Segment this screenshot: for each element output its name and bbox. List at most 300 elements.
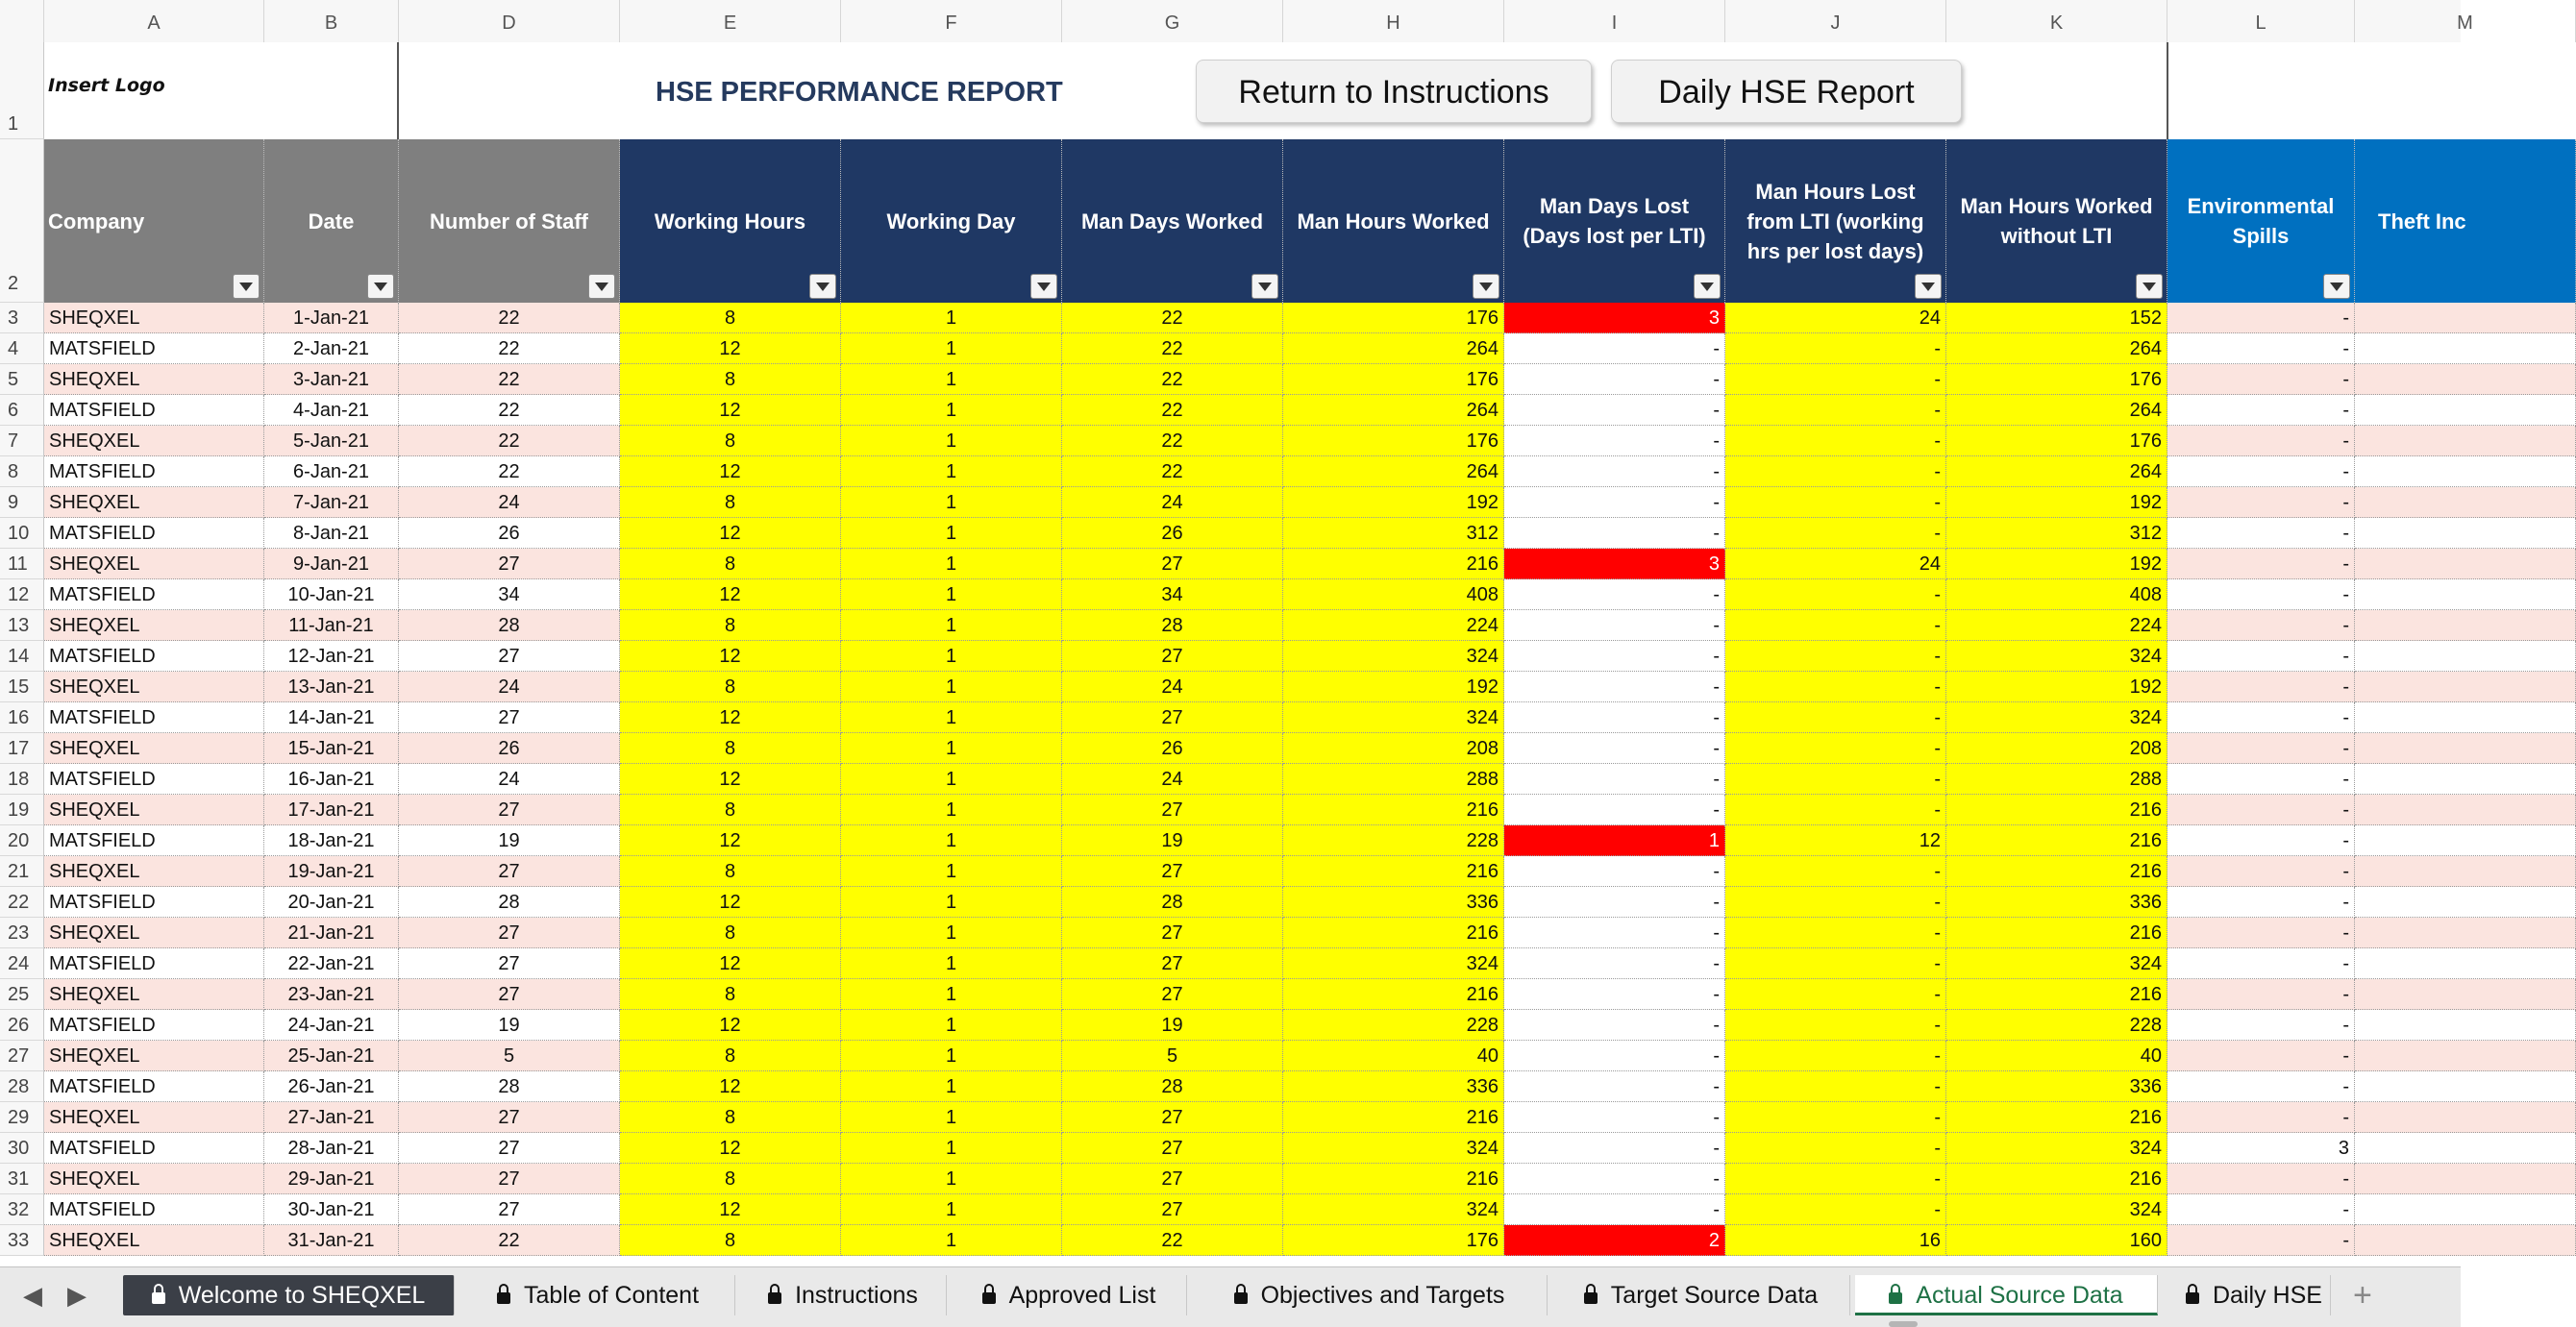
cell-env-spills[interactable]: - [2167, 1225, 2355, 1256]
cell-working-day[interactable]: 1 [841, 303, 1062, 333]
cell-working-day[interactable]: 1 [841, 426, 1062, 456]
filter-dropdown-icon[interactable] [367, 274, 394, 299]
cell-man-days-worked[interactable]: 28 [1062, 887, 1283, 918]
cell-staff[interactable]: 24 [399, 672, 620, 702]
cell-theft[interactable] [2355, 702, 2576, 733]
cell-man-hours-lost[interactable]: 24 [1725, 549, 1946, 579]
cell-working-hours[interactable]: 12 [620, 1010, 841, 1041]
cell-man-days-worked[interactable]: 19 [1062, 825, 1283, 856]
cell-man-days-lost[interactable]: - [1504, 364, 1725, 395]
row-number-2[interactable]: 2 [0, 139, 44, 303]
tab-scrollbar[interactable] [1889, 1321, 1918, 1327]
cell-man-days-lost[interactable]: - [1504, 395, 1725, 426]
cell-working-hours[interactable]: 12 [620, 579, 841, 610]
cell-man-hours-worked[interactable]: 228 [1283, 1010, 1504, 1041]
cell-working-day[interactable]: 1 [841, 641, 1062, 672]
cell-theft[interactable] [2355, 733, 2576, 764]
row-number[interactable]: 24 [0, 948, 44, 979]
cell-env-spills[interactable]: - [2167, 303, 2355, 333]
cell-staff[interactable]: 26 [399, 518, 620, 549]
cell-man-days-worked[interactable]: 28 [1062, 1071, 1283, 1102]
cell-theft[interactable] [2355, 549, 2576, 579]
cell-company[interactable]: SHEQXEL [44, 672, 264, 702]
cell-man-days-lost[interactable]: - [1504, 641, 1725, 672]
cell-company[interactable]: MATSFIELD [44, 641, 264, 672]
cell-theft[interactable] [2355, 364, 2576, 395]
cell-man-days-worked[interactable]: 22 [1062, 1225, 1283, 1256]
cell-man-hours-worked[interactable]: 224 [1283, 610, 1504, 641]
cell-man-days-worked[interactable]: 27 [1062, 1133, 1283, 1164]
cell-env-spills[interactable]: - [2167, 426, 2355, 456]
tab-target-source-data[interactable] [1552, 1275, 1850, 1315]
cell-staff[interactable]: 27 [399, 979, 620, 1010]
cell-env-spills[interactable]: - [2167, 610, 2355, 641]
cell-date[interactable]: 3-Jan-21 [264, 364, 399, 395]
cell-company[interactable]: MATSFIELD [44, 1133, 264, 1164]
cell-man-days-lost[interactable]: - [1504, 1194, 1725, 1225]
cell-env-spills[interactable]: - [2167, 918, 2355, 948]
cell-env-spills[interactable]: - [2167, 825, 2355, 856]
cell-env-spills[interactable]: - [2167, 579, 2355, 610]
cell-company[interactable]: MATSFIELD [44, 333, 264, 364]
row-number[interactable]: 3 [0, 303, 44, 333]
cell-company[interactable]: SHEQXEL [44, 733, 264, 764]
cell-man-days-worked[interactable]: 27 [1062, 918, 1283, 948]
cell-man-days-lost[interactable]: - [1504, 764, 1725, 795]
cell-man-days-lost[interactable]: - [1504, 702, 1725, 733]
cell-man-hours-without-lti[interactable]: 264 [1946, 456, 2167, 487]
cell-date[interactable]: 21-Jan-21 [264, 918, 399, 948]
cell-man-hours-lost[interactable]: 16 [1725, 1225, 1946, 1256]
cell-man-hours-lost[interactable]: 12 [1725, 825, 1946, 856]
cell-man-hours-worked[interactable]: 408 [1283, 579, 1504, 610]
cell-man-hours-lost[interactable]: - [1725, 426, 1946, 456]
cell-company[interactable]: MATSFIELD [44, 395, 264, 426]
cell-man-days-lost[interactable]: - [1504, 918, 1725, 948]
cell-date[interactable]: 5-Jan-21 [264, 426, 399, 456]
cell-theft[interactable] [2355, 1164, 2576, 1194]
cell-staff[interactable]: 28 [399, 887, 620, 918]
cell-man-days-worked[interactable]: 24 [1062, 487, 1283, 518]
cell-man-days-worked[interactable]: 22 [1062, 303, 1283, 333]
cell-staff[interactable]: 27 [399, 549, 620, 579]
add-sheet-icon[interactable]: + [2353, 1277, 2372, 1314]
column-header-j[interactable]: J [1725, 0, 1946, 42]
cell-env-spills[interactable]: - [2167, 641, 2355, 672]
cell-theft[interactable] [2355, 333, 2576, 364]
cell-working-hours[interactable]: 12 [620, 456, 841, 487]
cell-env-spills[interactable]: - [2167, 702, 2355, 733]
cell-man-hours-without-lti[interactable]: 324 [1946, 1133, 2167, 1164]
cell-company[interactable]: SHEQXEL [44, 1164, 264, 1194]
cell-date[interactable]: 16-Jan-21 [264, 764, 399, 795]
cell-man-hours-without-lti[interactable]: 264 [1946, 395, 2167, 426]
cell-man-days-worked[interactable]: 27 [1062, 549, 1283, 579]
cell-working-day[interactable]: 1 [841, 364, 1062, 395]
cell-working-hours[interactable]: 12 [620, 518, 841, 549]
cell-working-day[interactable]: 1 [841, 672, 1062, 702]
cell-theft[interactable] [2355, 795, 2576, 825]
cell-man-hours-without-lti[interactable]: 216 [1946, 1164, 2167, 1194]
cell-man-hours-without-lti[interactable]: 264 [1946, 333, 2167, 364]
cell-man-hours-without-lti[interactable]: 228 [1946, 1010, 2167, 1041]
cell-env-spills[interactable]: - [2167, 456, 2355, 487]
cell-man-hours-lost[interactable]: - [1725, 764, 1946, 795]
cell-working-day[interactable]: 1 [841, 549, 1062, 579]
cell-env-spills[interactable]: - [2167, 395, 2355, 426]
cell-man-hours-without-lti[interactable]: 288 [1946, 764, 2167, 795]
cell-man-hours-worked[interactable]: 216 [1283, 549, 1504, 579]
cell-env-spills[interactable]: - [2167, 549, 2355, 579]
cell-company[interactable]: MATSFIELD [44, 887, 264, 918]
cell-theft[interactable] [2355, 918, 2576, 948]
cell-company[interactable]: SHEQXEL [44, 1225, 264, 1256]
cell-working-day[interactable]: 1 [841, 733, 1062, 764]
cell-staff[interactable]: 27 [399, 1133, 620, 1164]
cell-theft[interactable] [2355, 641, 2576, 672]
cell-man-days-lost[interactable]: - [1504, 487, 1725, 518]
cell-man-hours-lost[interactable]: - [1725, 795, 1946, 825]
filter-dropdown-icon[interactable] [1030, 274, 1057, 299]
cell-man-hours-worked[interactable]: 324 [1283, 1133, 1504, 1164]
cell-man-days-lost[interactable]: - [1504, 333, 1725, 364]
row-number[interactable]: 21 [0, 856, 44, 887]
cell-man-hours-without-lti[interactable]: 224 [1946, 610, 2167, 641]
cell-theft[interactable] [2355, 1194, 2576, 1225]
filter-dropdown-icon[interactable] [233, 274, 260, 299]
tab-objectives-and-targets[interactable] [1192, 1275, 1548, 1315]
cell-man-days-worked[interactable]: 22 [1062, 395, 1283, 426]
filter-dropdown-icon[interactable] [809, 274, 836, 299]
row-number[interactable]: 5 [0, 364, 44, 395]
cell-company[interactable]: MATSFIELD [44, 1194, 264, 1225]
row-number-1[interactable]: 1 [0, 42, 44, 139]
cell-company[interactable]: MATSFIELD [44, 1010, 264, 1041]
cell-theft[interactable] [2355, 1225, 2576, 1256]
cell-man-hours-worked[interactable]: 264 [1283, 333, 1504, 364]
cell-man-hours-lost[interactable]: - [1725, 518, 1946, 549]
cell-man-hours-worked[interactable]: 176 [1283, 1225, 1504, 1256]
cell-env-spills[interactable]: - [2167, 979, 2355, 1010]
cell-man-days-worked[interactable]: 27 [1062, 948, 1283, 979]
cell-man-hours-without-lti[interactable]: 216 [1946, 1102, 2167, 1133]
cell-man-hours-lost[interactable]: - [1725, 1102, 1946, 1133]
column-header-a[interactable]: A [44, 0, 264, 42]
cell-date[interactable]: 4-Jan-21 [264, 395, 399, 426]
cell-env-spills[interactable]: - [2167, 1164, 2355, 1194]
cell-working-hours[interactable]: 8 [620, 487, 841, 518]
cell-staff[interactable]: 27 [399, 918, 620, 948]
cell-working-hours[interactable]: 8 [620, 856, 841, 887]
cell-working-hours[interactable]: 12 [620, 1071, 841, 1102]
cell-staff[interactable]: 24 [399, 764, 620, 795]
cell-staff[interactable]: 22 [399, 426, 620, 456]
cell-staff[interactable]: 27 [399, 1164, 620, 1194]
cell-man-days-worked[interactable]: 5 [1062, 1041, 1283, 1071]
cell-working-day[interactable]: 1 [841, 887, 1062, 918]
cell-env-spills[interactable]: - [2167, 364, 2355, 395]
cell-man-hours-lost[interactable]: - [1725, 1010, 1946, 1041]
cell-theft[interactable] [2355, 579, 2576, 610]
cell-man-hours-worked[interactable]: 176 [1283, 426, 1504, 456]
cell-working-day[interactable]: 1 [841, 1194, 1062, 1225]
cell-date[interactable]: 18-Jan-21 [264, 825, 399, 856]
cell-man-days-worked[interactable]: 27 [1062, 979, 1283, 1010]
cell-theft[interactable] [2355, 825, 2576, 856]
cell-staff[interactable]: 22 [399, 1225, 620, 1256]
cell-man-hours-without-lti[interactable]: 324 [1946, 702, 2167, 733]
column-header-h[interactable]: H [1283, 0, 1504, 42]
cell-man-days-worked[interactable]: 22 [1062, 364, 1283, 395]
filter-dropdown-icon[interactable] [2136, 274, 2163, 299]
cell-man-hours-worked[interactable]: 324 [1283, 948, 1504, 979]
cell-working-hours[interactable]: 8 [620, 672, 841, 702]
row-number[interactable]: 8 [0, 456, 44, 487]
cell-man-days-worked[interactable]: 26 [1062, 518, 1283, 549]
cell-working-hours[interactable]: 12 [620, 1133, 841, 1164]
cell-working-hours[interactable]: 12 [620, 395, 841, 426]
cell-env-spills[interactable]: - [2167, 764, 2355, 795]
cell-staff[interactable]: 27 [399, 702, 620, 733]
cell-man-hours-lost[interactable]: - [1725, 733, 1946, 764]
column-header-d[interactable]: D [399, 0, 620, 42]
cell-man-hours-without-lti[interactable]: 336 [1946, 1071, 2167, 1102]
cell-man-hours-worked[interactable]: 208 [1283, 733, 1504, 764]
cell-env-spills[interactable]: - [2167, 518, 2355, 549]
row-number[interactable]: 23 [0, 918, 44, 948]
cell-date[interactable]: 2-Jan-21 [264, 333, 399, 364]
row-number[interactable]: 25 [0, 979, 44, 1010]
cell-working-hours[interactable]: 8 [620, 426, 841, 456]
cell-man-hours-worked[interactable]: 40 [1283, 1041, 1504, 1071]
cell-env-spills[interactable]: - [2167, 487, 2355, 518]
cell-company[interactable]: MATSFIELD [44, 702, 264, 733]
cell-man-hours-worked[interactable]: 192 [1283, 487, 1504, 518]
cell-man-hours-lost[interactable]: - [1725, 579, 1946, 610]
cell-working-day[interactable]: 1 [841, 1071, 1062, 1102]
row-number[interactable]: 7 [0, 426, 44, 456]
cell-date[interactable]: 7-Jan-21 [264, 487, 399, 518]
row-number[interactable]: 19 [0, 795, 44, 825]
cell-man-hours-lost[interactable]: - [1725, 1133, 1946, 1164]
cell-working-day[interactable]: 1 [841, 764, 1062, 795]
row-number[interactable]: 26 [0, 1010, 44, 1041]
cell-working-day[interactable]: 1 [841, 579, 1062, 610]
cell-man-hours-without-lti[interactable]: 216 [1946, 795, 2167, 825]
column-header-b[interactable]: B [264, 0, 399, 42]
cell-working-day[interactable]: 1 [841, 518, 1062, 549]
cell-theft[interactable] [2355, 856, 2576, 887]
cell-man-hours-lost[interactable]: - [1725, 333, 1946, 364]
row-number[interactable]: 30 [0, 1133, 44, 1164]
cell-working-day[interactable]: 1 [841, 825, 1062, 856]
cell-date[interactable]: 12-Jan-21 [264, 641, 399, 672]
filter-dropdown-icon[interactable] [1694, 274, 1721, 299]
cell-env-spills[interactable]: - [2167, 795, 2355, 825]
cell-man-days-worked[interactable]: 22 [1062, 333, 1283, 364]
cell-env-spills[interactable]: 3 [2167, 1133, 2355, 1164]
cell-man-days-worked[interactable]: 34 [1062, 579, 1283, 610]
cell-man-hours-lost[interactable]: - [1725, 1071, 1946, 1102]
row-number[interactable]: 15 [0, 672, 44, 702]
cell-man-hours-without-lti[interactable]: 208 [1946, 733, 2167, 764]
cell-date[interactable]: 24-Jan-21 [264, 1010, 399, 1041]
cell-theft[interactable] [2355, 1133, 2576, 1164]
cell-man-days-lost[interactable]: - [1504, 887, 1725, 918]
row-number[interactable]: 20 [0, 825, 44, 856]
cell-staff[interactable]: 19 [399, 1010, 620, 1041]
cell-date[interactable]: 13-Jan-21 [264, 672, 399, 702]
row-number[interactable]: 16 [0, 702, 44, 733]
cell-man-days-lost[interactable]: - [1504, 856, 1725, 887]
row-number[interactable]: 27 [0, 1041, 44, 1071]
cell-working-day[interactable]: 1 [841, 1041, 1062, 1071]
cell-man-hours-worked[interactable]: 324 [1283, 641, 1504, 672]
cell-man-hours-worked[interactable]: 336 [1283, 887, 1504, 918]
cell-man-days-worked[interactable]: 27 [1062, 641, 1283, 672]
cell-man-days-lost[interactable]: 2 [1504, 1225, 1725, 1256]
cell-man-days-worked[interactable]: 27 [1062, 702, 1283, 733]
cell-man-hours-worked[interactable]: 192 [1283, 672, 1504, 702]
cell-staff[interactable]: 34 [399, 579, 620, 610]
cell-working-hours[interactable]: 12 [620, 333, 841, 364]
row-number[interactable]: 10 [0, 518, 44, 549]
cell-working-hours[interactable]: 8 [620, 549, 841, 579]
cell-man-hours-without-lti[interactable]: 324 [1946, 641, 2167, 672]
cell-company[interactable]: SHEQXEL [44, 487, 264, 518]
cell-man-days-lost[interactable]: - [1504, 610, 1725, 641]
cell-working-day[interactable]: 1 [841, 795, 1062, 825]
cell-theft[interactable] [2355, 672, 2576, 702]
cell-company[interactable]: MATSFIELD [44, 1071, 264, 1102]
cell-man-days-worked[interactable]: 28 [1062, 610, 1283, 641]
cell-company[interactable]: MATSFIELD [44, 948, 264, 979]
row-number[interactable]: 29 [0, 1102, 44, 1133]
cell-company[interactable]: MATSFIELD [44, 518, 264, 549]
cell-theft[interactable] [2355, 887, 2576, 918]
cell-man-hours-lost[interactable]: 24 [1725, 303, 1946, 333]
filter-dropdown-icon[interactable] [2323, 274, 2350, 299]
column-header-e[interactable]: E [620, 0, 841, 42]
cell-man-hours-lost[interactable]: - [1725, 487, 1946, 518]
cell-man-hours-lost[interactable]: - [1725, 672, 1946, 702]
cell-date[interactable]: 28-Jan-21 [264, 1133, 399, 1164]
cell-man-hours-worked[interactable]: 264 [1283, 456, 1504, 487]
cell-man-hours-lost[interactable]: - [1725, 1194, 1946, 1225]
cell-staff[interactable]: 27 [399, 795, 620, 825]
cell-date[interactable]: 26-Jan-21 [264, 1071, 399, 1102]
cell-working-day[interactable]: 1 [841, 610, 1062, 641]
cell-company[interactable]: SHEQXEL [44, 426, 264, 456]
cell-working-hours[interactable]: 8 [620, 733, 841, 764]
cell-working-hours[interactable]: 8 [620, 1041, 841, 1071]
cell-man-hours-without-lti[interactable]: 216 [1946, 918, 2167, 948]
row-number[interactable]: 4 [0, 333, 44, 364]
cell-staff[interactable]: 22 [399, 333, 620, 364]
row-number[interactable]: 9 [0, 487, 44, 518]
cell-working-hours[interactable]: 12 [620, 702, 841, 733]
cell-man-hours-worked[interactable]: 288 [1283, 764, 1504, 795]
row-number[interactable]: 28 [0, 1071, 44, 1102]
cell-staff[interactable]: 19 [399, 825, 620, 856]
cell-man-hours-worked[interactable]: 312 [1283, 518, 1504, 549]
column-header-i[interactable]: I [1504, 0, 1725, 42]
cell-working-hours[interactable]: 8 [620, 1164, 841, 1194]
cell-man-days-worked[interactable]: 26 [1062, 733, 1283, 764]
cell-date[interactable]: 11-Jan-21 [264, 610, 399, 641]
cell-date[interactable]: 31-Jan-21 [264, 1225, 399, 1256]
cell-man-hours-without-lti[interactable]: 176 [1946, 426, 2167, 456]
cell-env-spills[interactable]: - [2167, 1102, 2355, 1133]
cell-company[interactable]: MATSFIELD [44, 579, 264, 610]
cell-man-hours-worked[interactable]: 216 [1283, 1164, 1504, 1194]
cell-man-hours-lost[interactable]: - [1725, 1041, 1946, 1071]
cell-staff[interactable]: 22 [399, 456, 620, 487]
cell-working-day[interactable]: 1 [841, 1225, 1062, 1256]
cell-working-day[interactable]: 1 [841, 918, 1062, 948]
cell-man-hours-lost[interactable]: - [1725, 364, 1946, 395]
cell-company[interactable]: SHEQXEL [44, 364, 264, 395]
cell-man-hours-lost[interactable]: - [1725, 887, 1946, 918]
cell-working-hours[interactable]: 8 [620, 303, 841, 333]
cell-man-days-lost[interactable]: - [1504, 1133, 1725, 1164]
cell-env-spills[interactable]: - [2167, 1041, 2355, 1071]
cell-staff[interactable]: 28 [399, 1071, 620, 1102]
cell-theft[interactable] [2355, 487, 2576, 518]
cell-company[interactable]: SHEQXEL [44, 610, 264, 641]
cell-man-days-worked[interactable]: 27 [1062, 795, 1283, 825]
row-number[interactable]: 6 [0, 395, 44, 426]
column-header-l[interactable]: L [2167, 0, 2355, 42]
cell-working-day[interactable]: 1 [841, 948, 1062, 979]
row-number[interactable]: 12 [0, 579, 44, 610]
cell-man-hours-without-lti[interactable]: 324 [1946, 1194, 2167, 1225]
cell-company[interactable]: SHEQXEL [44, 1041, 264, 1071]
cell-company[interactable]: SHEQXEL [44, 549, 264, 579]
cell-man-hours-without-lti[interactable]: 192 [1946, 672, 2167, 702]
cell-man-hours-without-lti[interactable]: 216 [1946, 979, 2167, 1010]
cell-working-day[interactable]: 1 [841, 333, 1062, 364]
cell-date[interactable]: 25-Jan-21 [264, 1041, 399, 1071]
cell-man-hours-worked[interactable]: 228 [1283, 825, 1504, 856]
cell-date[interactable]: 15-Jan-21 [264, 733, 399, 764]
cell-company[interactable]: SHEQXEL [44, 303, 264, 333]
cell-man-hours-lost[interactable]: - [1725, 702, 1946, 733]
tab-actual-source-data[interactable] [1855, 1275, 2158, 1315]
cell-staff[interactable]: 27 [399, 856, 620, 887]
cell-staff[interactable]: 27 [399, 1194, 620, 1225]
cell-man-hours-without-lti[interactable]: 192 [1946, 549, 2167, 579]
cell-man-days-lost[interactable]: - [1504, 1102, 1725, 1133]
row-number[interactable]: 22 [0, 887, 44, 918]
cell-man-hours-lost[interactable]: - [1725, 610, 1946, 641]
cell-working-hours[interactable]: 8 [620, 610, 841, 641]
cell-env-spills[interactable]: - [2167, 887, 2355, 918]
cell-man-hours-worked[interactable]: 216 [1283, 918, 1504, 948]
return-to-instructions-button[interactable]: Return to Instructions [1196, 60, 1592, 123]
cell-man-hours-worked[interactable]: 176 [1283, 303, 1504, 333]
cell-staff[interactable]: 5 [399, 1041, 620, 1071]
row-number[interactable]: 32 [0, 1194, 44, 1225]
cell-company[interactable]: MATSFIELD [44, 825, 264, 856]
cell-working-hours[interactable]: 8 [620, 979, 841, 1010]
cell-company[interactable]: SHEQXEL [44, 795, 264, 825]
cell-staff[interactable]: 22 [399, 364, 620, 395]
cell-man-days-lost[interactable]: - [1504, 1010, 1725, 1041]
cell-man-days-lost[interactable]: 3 [1504, 303, 1725, 333]
cell-date[interactable]: 8-Jan-21 [264, 518, 399, 549]
cell-date[interactable]: 29-Jan-21 [264, 1164, 399, 1194]
